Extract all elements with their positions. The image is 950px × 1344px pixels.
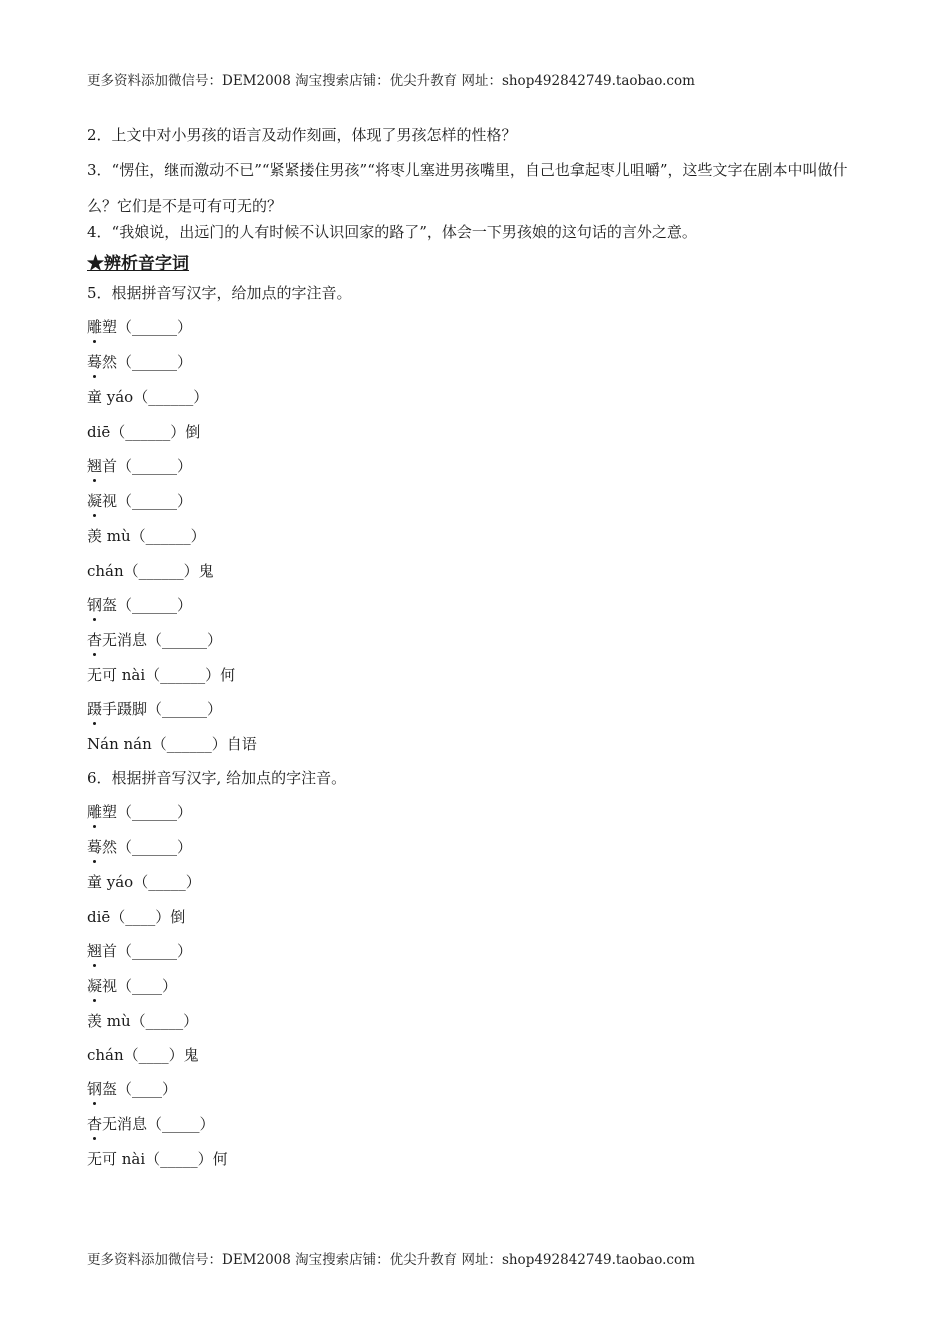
- dotted-char: 杳: [87, 1115, 103, 1133]
- question-5-items: [87, 316, 857, 755]
- document-body: [87, 124, 857, 1170]
- item-text: 盔（______）: [102, 596, 193, 614]
- item-text: 然（______）: [102, 353, 193, 371]
- q6-item-6: [87, 975, 857, 997]
- dotted-char: 翘: [87, 942, 103, 960]
- item-text: 塑（______）: [102, 318, 193, 336]
- item-text: 首（______）: [102, 942, 193, 960]
- dotted-char: 雕: [87, 318, 103, 336]
- q5-item-8: chán（______）鬼: [87, 562, 214, 580]
- page-header: 更多资料添加微信号：DEM2008 淘宝搜索店铺：优尖升教育 网址：shop492842749.taobao.com: [87, 73, 695, 89]
- question-2: 2．上文中对小男孩的语言及动作刻画，体现了男孩怎样的性格？: [87, 126, 517, 144]
- q6-item-9: [87, 1078, 857, 1100]
- question-6-items: [87, 801, 857, 1170]
- q6-item-3: 童 yáo（_____）: [87, 873, 201, 891]
- section-title: ★辨析音字词: [87, 254, 189, 274]
- item-text: 视（______）: [102, 492, 193, 510]
- item-text: 无消息（______）: [102, 631, 223, 649]
- q5-item-12: [87, 698, 857, 720]
- item-text: 然（______）: [102, 838, 193, 856]
- q5-item-9: [87, 594, 857, 616]
- q5-item-5: [87, 455, 857, 477]
- q5-item-11: 无可 nài（______）何: [87, 666, 236, 684]
- q6-item-1: [87, 801, 857, 823]
- question-4: 4．“我娘说，出远门的人有时候不认识回家的路了”，体会一下男孩娘的这句话的言外之意。: [87, 223, 697, 241]
- q5-item-1: [87, 316, 857, 338]
- item-text: 视（____）: [102, 977, 178, 995]
- page-footer: 更多资料添加微信号：DEM2008 淘宝搜索店铺：优尖升教育 网址：shop492842749.taobao.com: [87, 1252, 695, 1268]
- item-text: 首（______）: [102, 457, 193, 475]
- q6-item-11: 无可 nài（_____）何: [87, 1150, 228, 1168]
- dotted-char: 钢: [87, 1080, 103, 1098]
- dotted-char: 雕: [87, 803, 103, 821]
- item-text: 手蹑脚（______）: [102, 700, 223, 718]
- question-6-title: 6．根据拼音写汉字, 给加点的字注音。: [87, 769, 347, 787]
- dotted-char: 蓦: [87, 838, 103, 856]
- item-text: 塑（______）: [102, 803, 193, 821]
- q6-item-5: [87, 940, 857, 962]
- dotted-char: 翘: [87, 457, 103, 475]
- question-5-title: 5．根据拼音写汉字，给加点的字注音。: [87, 284, 352, 302]
- dotted-char: 钢: [87, 596, 103, 614]
- item-text: 盔（____）: [102, 1080, 178, 1098]
- q6-item-7: 羡 mù（_____）: [87, 1012, 199, 1030]
- dotted-char: 杳: [87, 631, 103, 649]
- q5-item-2: [87, 351, 857, 373]
- dotted-char: 蓦: [87, 353, 103, 371]
- item-text: 无消息（_____）: [102, 1115, 215, 1133]
- q6-item-4: diē（____）倒: [87, 908, 186, 926]
- q5-item-13: Nán nán（______）自语: [87, 735, 257, 753]
- q5-item-10: [87, 629, 857, 651]
- q6-item-10: [87, 1113, 857, 1135]
- q5-item-7: 羡 mù（______）: [87, 527, 206, 545]
- question-3: 3．“愣住，继而激动不已”“紧紧搂住男孩”“将枣儿塞进男孩嘴里，自己也拿起枣儿咀嚼”，这些文字在剧本中叫做什么？它们是不是可有可无的？: [87, 161, 848, 215]
- dotted-char: 蹑: [87, 700, 103, 718]
- q6-item-2: [87, 836, 857, 858]
- q5-item-4: diē（______）倒: [87, 423, 201, 441]
- q5-item-6: [87, 490, 857, 512]
- dotted-char: 凝: [87, 492, 103, 510]
- q5-item-3: 童 yáo（______）: [87, 388, 209, 406]
- q6-item-8: chán（____）鬼: [87, 1046, 199, 1064]
- dotted-char: 凝: [87, 977, 103, 995]
